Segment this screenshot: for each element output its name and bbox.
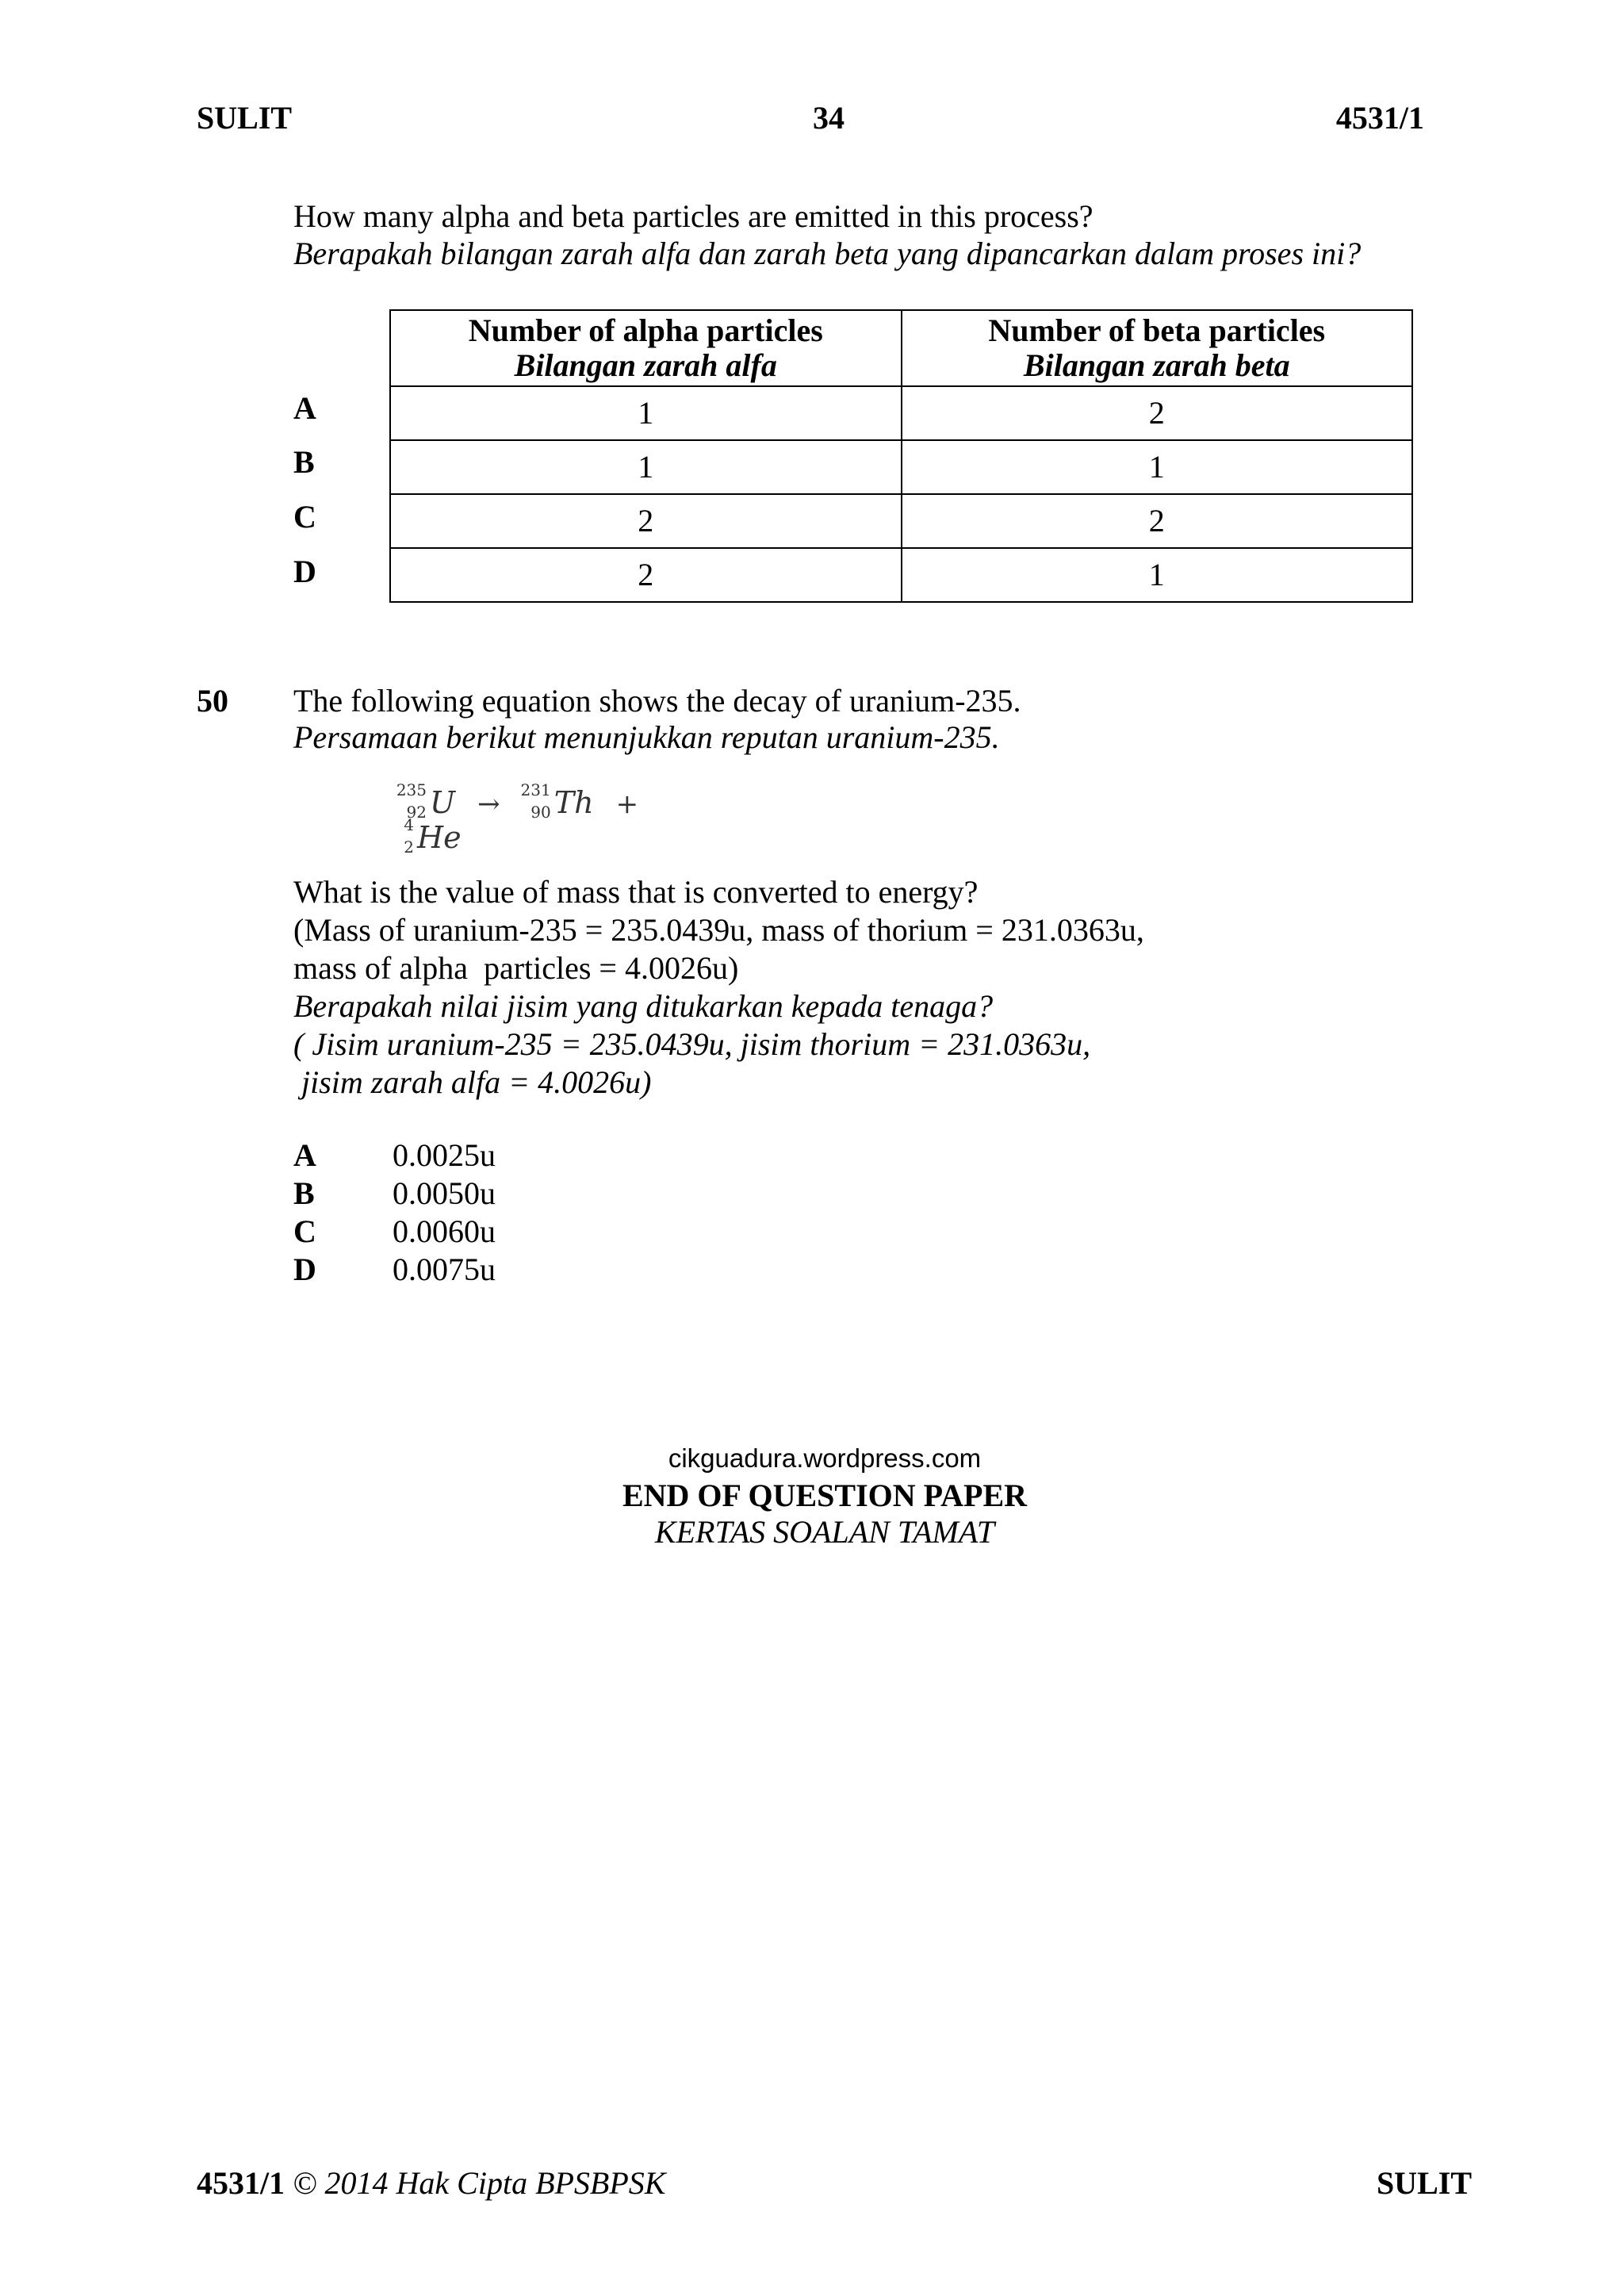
q49-table-header-row <box>390 310 1412 386</box>
q49-alpha-cell: 1 <box>390 440 902 494</box>
q50-option-letter: B <box>293 1175 315 1211</box>
q50-option-value: 0.0075u <box>393 1251 496 1287</box>
q49-beta-cell: 2 <box>902 494 1413 548</box>
footer-paper-code: 4531/1 <box>197 2165 285 2201</box>
plus-sign: + <box>615 788 639 820</box>
table-row <box>390 386 1412 440</box>
q49-header-alpha <box>390 310 902 386</box>
q49-header-beta-ms: Bilangan zarah beta <box>1023 347 1290 383</box>
header-paper-code: 4531/1 <box>1335 100 1424 136</box>
q50-intro-en: The following equation shows the decay of uranium-235. <box>293 683 1021 719</box>
end-of-paper-en: END OF QUESTION PAPER <box>622 1478 1028 1513</box>
q49-question-ms: Berapakah bilangan zarah alfa dan zarah beta yang dipancarkan dalam proses ini? <box>293 236 1362 271</box>
footer-sulit-right: SULIT <box>1376 2165 1472 2201</box>
q50-question-en-line2: (Mass of uranium-235 = 235.0439u, mass of thorium = 231.0363u, <box>293 912 1144 948</box>
q49-header-alpha-en: Number of alpha particles <box>468 312 823 348</box>
helium-mass-number: 4 <box>404 815 414 834</box>
table-row <box>390 440 1412 494</box>
q49-beta-cell: 1 <box>902 548 1413 602</box>
q49-option-letter-d: D <box>293 554 316 589</box>
uranium-mass-number: 235 <box>396 780 427 799</box>
uranium-symbol: U <box>430 785 456 820</box>
uranium-atomic-number: 92 <box>406 803 427 822</box>
q49-option-letter-a: A <box>293 390 316 426</box>
q50-question-en-line1: What is the value of mass that is converted to energy? <box>293 874 979 910</box>
q49-alpha-cell: 1 <box>390 386 902 440</box>
helium-nuclide <box>393 815 462 857</box>
q49-header-alpha-ms: Bilangan zarah alfa <box>514 347 777 383</box>
q49-option-letter-c: C <box>293 499 316 535</box>
q50-question-ms-line2: ( Jisim uranium-235 = 235.0439u, jisim thorium = 231.0363u, <box>293 1026 1091 1062</box>
q49-answer-table <box>389 309 1413 603</box>
table-row <box>390 494 1412 548</box>
q50-intro-ms: Persamaan berikut menunjukkan reputan uranium-235. <box>293 719 1000 755</box>
page-number: 34 <box>813 100 845 136</box>
helium-atomic-number: 2 <box>404 838 414 857</box>
helium-symbol: He <box>417 820 462 855</box>
q49-beta-cell: 2 <box>902 386 1413 440</box>
end-of-paper-ms: KERTAS SOALAN TAMAT <box>654 1514 995 1550</box>
thorium-nuclide <box>518 780 594 822</box>
q50-option-letter: C <box>293 1213 316 1249</box>
q50-number: 50 <box>197 683 228 719</box>
q50-option-value: 0.0025u <box>393 1137 496 1173</box>
q49-alpha-cell: 2 <box>390 494 902 548</box>
q49-header-beta-en: Number of beta particles <box>988 312 1326 348</box>
q50-option-value: 0.0050u <box>393 1175 496 1211</box>
thorium-mass-number: 231 <box>520 780 551 799</box>
q50-option-letter: D <box>293 1251 316 1287</box>
q50-question-en-line3: mass of alpha particles = 4.0026u) <box>293 950 739 986</box>
arrow-icon: → <box>477 788 500 820</box>
decay-equation <box>393 780 726 857</box>
q50-question-ms-line3: jisim zarah alfa = 4.0026u) <box>293 1064 652 1100</box>
thorium-atomic-number: 90 <box>530 803 551 822</box>
q49-beta-cell: 1 <box>902 440 1413 494</box>
footer-copyright-text: © 2014 Hak Cipta BPSBPSK <box>293 2165 666 2201</box>
q49-option-letter-b: B <box>293 444 315 480</box>
header-sulit-left: SULIT <box>197 100 293 136</box>
q50-option-value: 0.0060u <box>393 1213 496 1249</box>
thorium-symbol: Th <box>553 785 594 820</box>
table-row <box>390 548 1412 602</box>
q49-header-beta <box>902 310 1413 386</box>
q50-option-letter: A <box>293 1137 316 1173</box>
footer-copyright <box>197 2165 665 2202</box>
q49-question-en: How many alpha and beta particles are emitted in this process? <box>293 198 1094 234</box>
q50-question-ms-line1: Berapakah nilai jisim yang ditukarkan kepada tenaga? <box>293 988 994 1024</box>
website-watermark: cikguadura.wordpress.com <box>668 1443 982 1473</box>
q49-alpha-cell: 2 <box>390 548 902 602</box>
